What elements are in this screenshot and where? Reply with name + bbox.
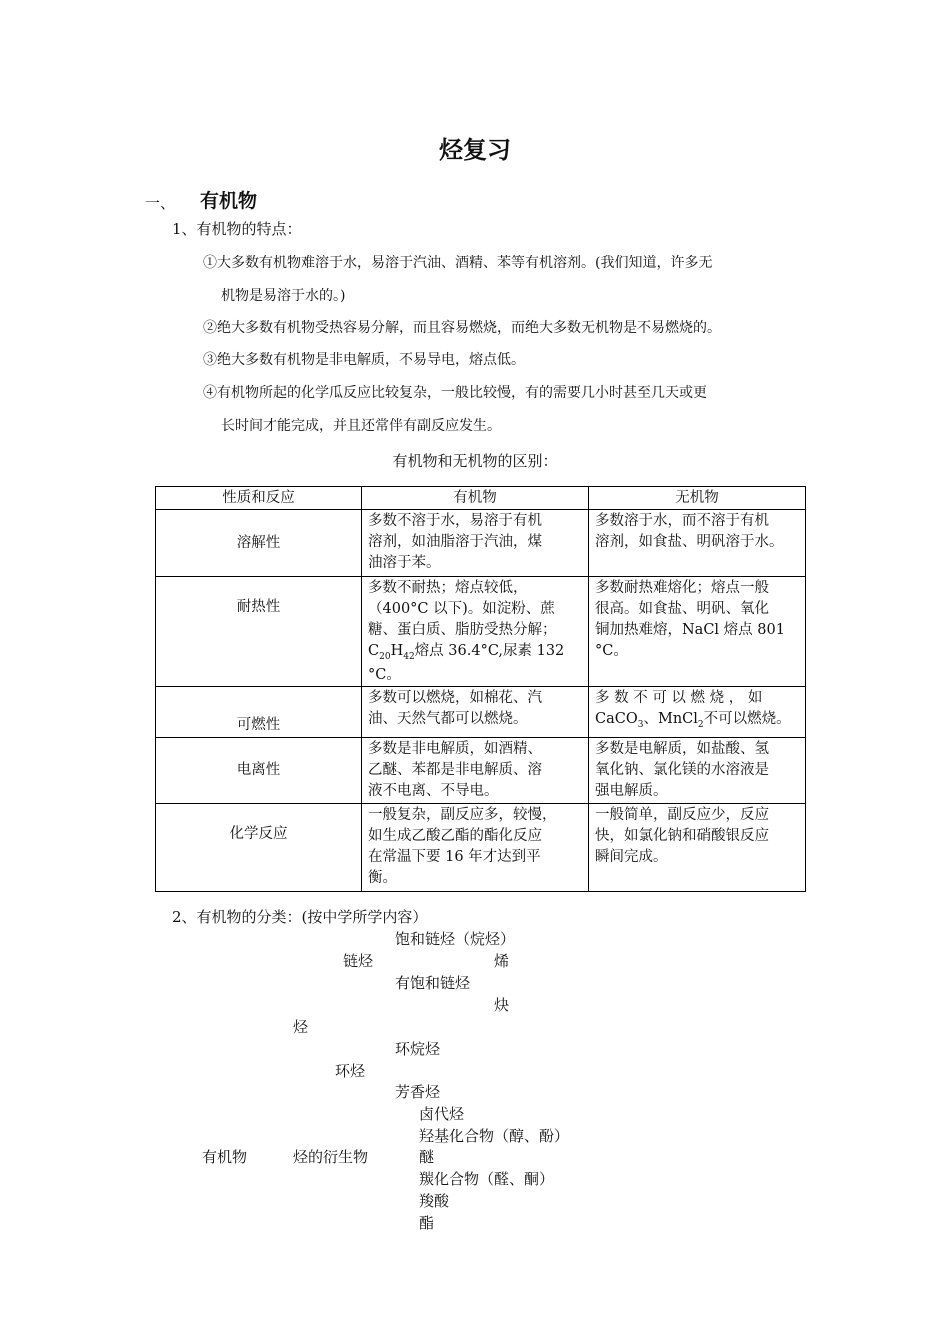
cell-line: 溶剂，如油脂溶于汽油，煤 (368, 534, 542, 550)
cell-line: 一般复杂，副反应多，较慢， (368, 806, 557, 823)
organic-cell (362, 803, 589, 891)
table-header-row (156, 487, 806, 510)
inorganic-cell (589, 687, 806, 738)
cell-line: （400°C 以下)。如淀粉、蔗 (368, 601, 555, 617)
row-property: 电离性 (156, 737, 362, 803)
features-heading: 1、有机物的特点： (172, 220, 302, 238)
row-property: 耐热性 (156, 577, 362, 687)
tree-derivative-item: 醚 (419, 1148, 435, 1166)
cell-line: 强电解质。 (595, 782, 668, 799)
cell-line: 很高。如食盐、明矾、氧化 (595, 601, 769, 617)
organic-cell (362, 737, 589, 803)
section-number: 一、 (145, 194, 176, 212)
cell-line: 衡。 (368, 869, 397, 886)
cell-line: 多数不溶于水，易溶于有机 (368, 513, 542, 529)
tree-ring-hydrocarbon: 环烃 (335, 1062, 366, 1080)
cell-line: 多数耐热难熔化；熔点一般 (595, 580, 769, 596)
cell-line: 溶剂，如食盐、明矾溶于水。 (595, 534, 784, 550)
cell-line: 液不电离、不导电。 (368, 782, 499, 799)
table-row (156, 687, 806, 738)
cell-line: 在常温下要 16 年才达到平 (368, 848, 541, 865)
formula-line: CaCO$_3$、MnCl$_2$不可以燃烧。 (595, 711, 791, 730)
table-row (156, 577, 806, 687)
organic-cell (362, 687, 589, 738)
tree-derivatives: 烃的衍生物 (293, 1148, 369, 1166)
inorganic-cell (589, 577, 806, 687)
table-row (156, 510, 806, 577)
header-inorganic: 无机物 (589, 487, 806, 510)
cell-line: 瞬间完成。 (595, 848, 668, 865)
organic-cell (362, 577, 589, 687)
feature-line-5: ④有机物所起的化学瓜反应比较复杂，一般比较慢，有的需要几小时甚至几天或更 (203, 385, 707, 401)
cell-line: 多数不耐热；熔点较低， (368, 580, 528, 596)
tree-derivative-item: 酯 (419, 1214, 435, 1232)
feature-line-6: 长时间才能完成，并且还常伴有副反应发生。 (221, 418, 501, 434)
cell-line: 油溶于苯。 (368, 555, 441, 571)
cell-line: 多数是非电解质，如酒精、 (368, 740, 542, 757)
tree-derivative-item: 卤代烃 (419, 1105, 465, 1123)
table-row (156, 803, 806, 891)
inorganic-cell (589, 803, 806, 891)
tree-derivative-item: 羧酸 (419, 1192, 450, 1210)
page-title: 烃复习 (439, 136, 511, 164)
feature-line-1: ①大多数有机物难溶于水，易溶于汽油、酒精、苯等有机溶剂。(我们知道，许多无 (203, 255, 713, 271)
tree-alkene: 烯 (494, 952, 510, 970)
cell-line: 氧化钠、氯化镁的水溶液是 (595, 761, 769, 778)
cell-line: 乙醚、苯都是非电解质、溶 (368, 761, 542, 778)
table-caption: 有机物和无机物的区别： (392, 452, 558, 470)
cell-line: 多数是电解质，如盐酸、氢 (595, 740, 769, 757)
tree-aromatic: 芳香烃 (395, 1083, 441, 1101)
cell-line: °C。 (368, 666, 401, 683)
header-organic: 有机物 (362, 487, 589, 510)
cell-line: 快，如氯化钠和硝酸银反应 (595, 827, 769, 844)
cell-line: 多 数 不 可 以 燃 烧 ， 如 (595, 690, 763, 706)
cell-line: °C。 (595, 643, 628, 659)
row-property: 化学反应 (156, 803, 362, 891)
classification-heading: 2、有机物的分类：(按中学所学内容） (172, 908, 428, 926)
tree-derivative-item: 羟基化合物（醇、酚） (419, 1127, 570, 1145)
cell-line: 油、天然气都可以燃烧。 (368, 711, 528, 727)
inorganic-cell (589, 737, 806, 803)
table-row (156, 737, 806, 803)
organic-cell (362, 510, 589, 577)
cell-line: 如生成乙酸乙酯的酯化反应 (368, 827, 542, 844)
cell-line: 糖、蛋白质、脂肪受热分解； (368, 622, 557, 638)
section-title: 有机物 (200, 190, 258, 212)
header-property: 性质和反应 (156, 487, 362, 510)
cell-line: 多数可以燃烧，如棉花、汽 (368, 690, 542, 706)
inorganic-cell (589, 510, 806, 577)
tree-derivative-item: 羰化合物（醛、酮） (419, 1170, 555, 1188)
formula-line: $C_{20}H_{42}$熔点 36.4°C,尿素 132 (368, 643, 565, 662)
feature-line-3: ②绝大多数有机物受热容易分解，而且容易燃烧，而绝大多数无机物是不易燃烧的。 (203, 320, 721, 336)
tree-alkyne: 炔 (494, 996, 510, 1014)
tree-unsaturated-chain: 有饱和链烃 (395, 974, 471, 992)
cell-line: 铜加热难熔，NaCl 熔点 801 (595, 622, 785, 638)
row-property: 可燃性 (156, 687, 362, 738)
feature-line-4: ③绝大多数有机物是非电解质，不易导电，熔点低。 (203, 352, 525, 368)
cell-line: 多数溶于水，而不溶于有机 (595, 513, 769, 529)
tree-cycloalkane: 环烷烃 (395, 1040, 441, 1058)
row-property: 溶解性 (156, 510, 362, 577)
cell-line: 一般简单，副反应少，反应 (595, 806, 769, 823)
tree-hydrocarbon: 烃 (293, 1018, 309, 1036)
tree-chain-hydrocarbon: 链烃 (343, 952, 374, 970)
feature-line-2: 机物是易溶于水的。) (221, 288, 346, 304)
comparison-table (155, 486, 806, 892)
tree-root: 有机物 (202, 1148, 248, 1166)
tree-saturated-chain: 饱和链烃（烷烃） (395, 930, 516, 948)
